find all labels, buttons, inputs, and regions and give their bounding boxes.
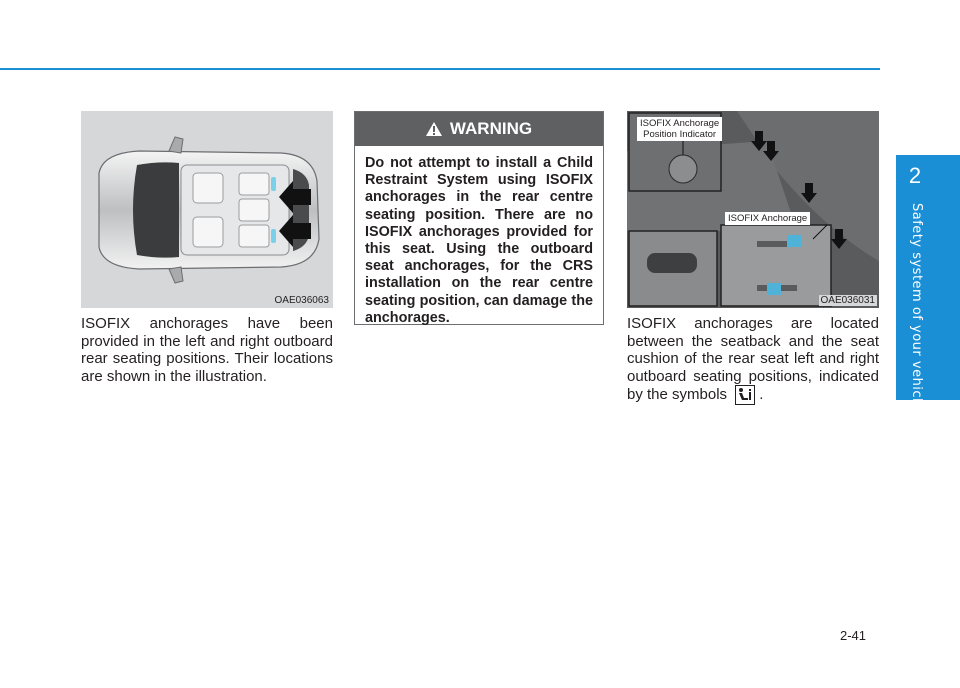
- figure-code: OAE036063: [274, 295, 329, 306]
- right-paragraph-text: ISOFIX anchorages are located between the seatback and the seat cushion of the rear seat left and right outboard seating positions, indicated by the symbols: [627, 315, 879, 403]
- page-number: 2-41: [840, 628, 867, 643]
- header-rule: [0, 68, 880, 70]
- warning-header: [355, 112, 603, 146]
- chapter-tab[interactable]: [896, 155, 960, 411]
- left-paragraph: ISOFIX anchorages have been provided in the left and right outboard rear seating positions. Their locations are shown in the illustration.: [81, 315, 333, 385]
- car-top-view-illustration: [81, 111, 333, 308]
- warning-box: [354, 111, 604, 325]
- chapter-title: Safety system of your vehicle: [909, 203, 924, 411]
- warning-triangle-icon: [426, 122, 442, 136]
- callout-indicator-line2: Position Indicator: [643, 129, 717, 140]
- figure-code: OAE036031: [820, 295, 875, 306]
- right-paragraph: [627, 315, 879, 405]
- warning-title: WARNING: [449, 119, 533, 138]
- chapter-number: 2: [908, 163, 922, 188]
- right-column: [627, 111, 879, 405]
- right-paragraph-end: .: [759, 385, 764, 403]
- warning-text: Do not attempt to install a Child Restraint System using ISOFIX anchorages in the rear centre seating position. There are no ISOFIX anchorages provided for this seat. Using the outboard seat anchorages, for the CRS installation on the rear centre seating position, can damage the anchorages.: [365, 155, 593, 326]
- car-top-view-figure: [81, 111, 333, 308]
- isofix-symbol-icon: [735, 385, 755, 405]
- callout-isofix-anchorage: ISOFIX Anchorage: [725, 212, 810, 225]
- callout-indicator-line1: ISOFIX Anchorage: [640, 118, 720, 129]
- rear-seat-figure: [627, 111, 879, 308]
- left-column: [81, 111, 333, 385]
- callout-anchorage-position-indicator: [637, 117, 722, 141]
